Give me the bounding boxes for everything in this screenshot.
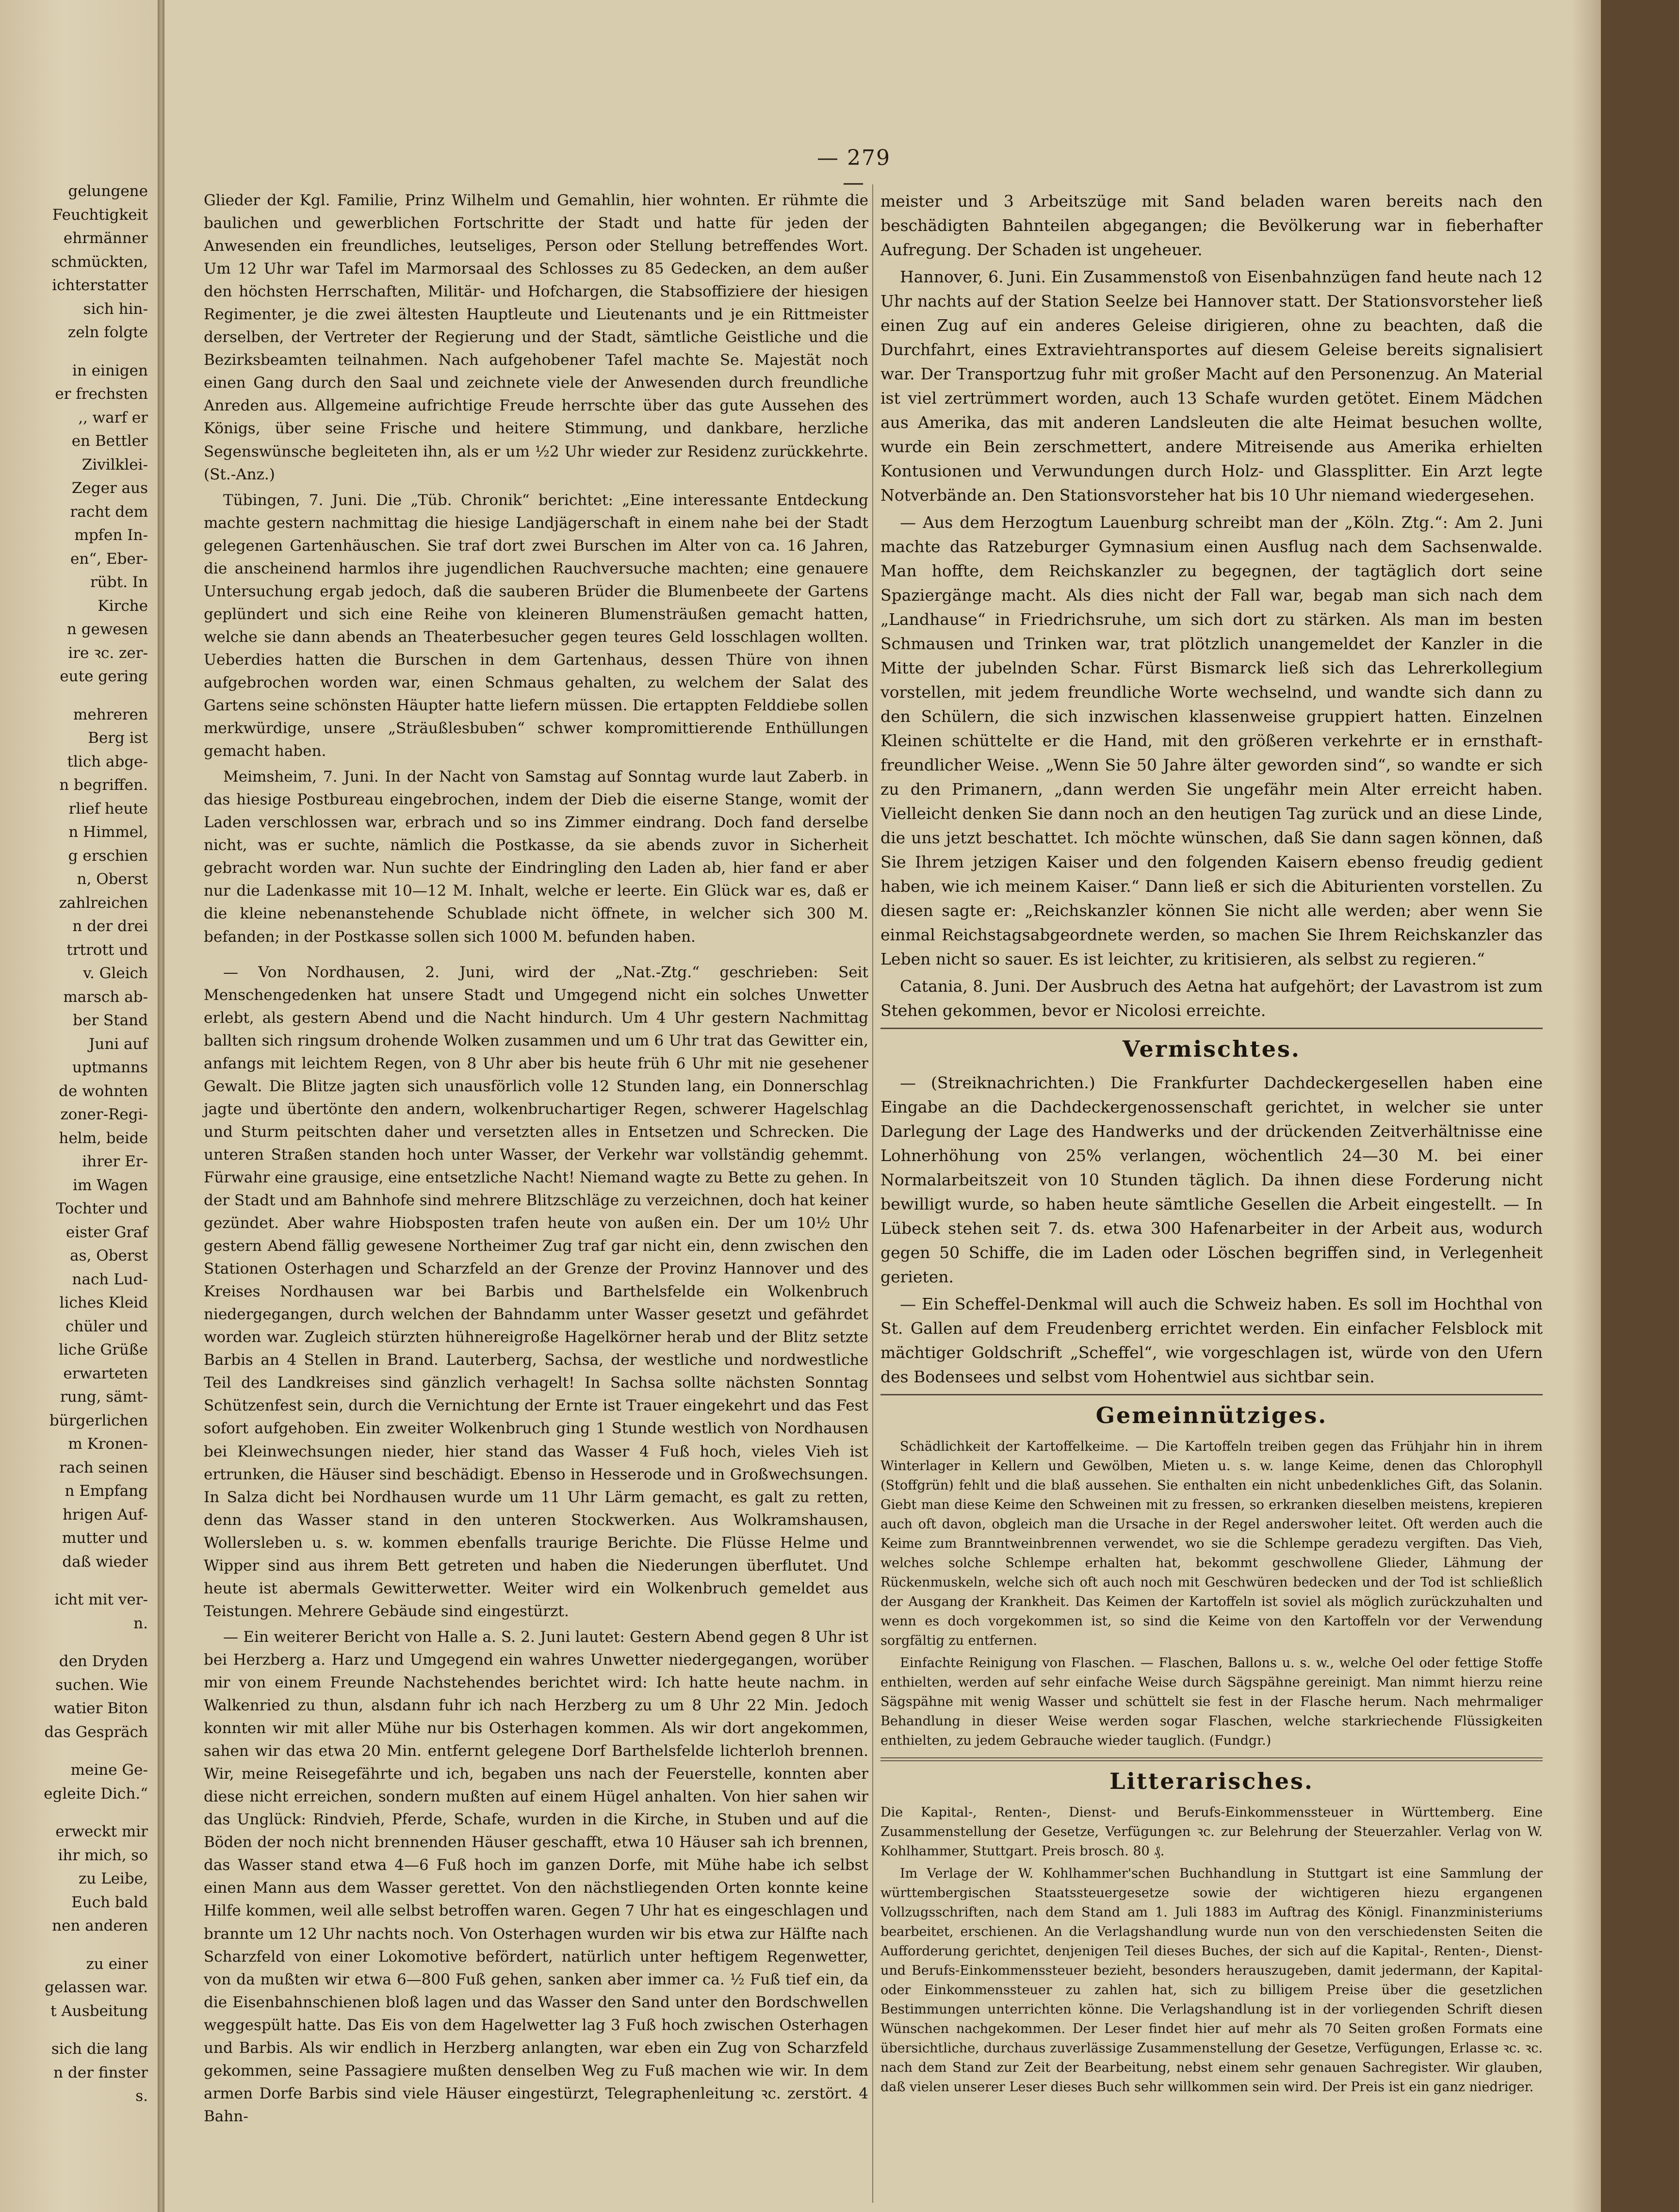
left-fragment-line: marsch ab- bbox=[63, 988, 148, 1006]
book-title-entry: Die Kapital-, Renten-, Dienst- und Berufs-Einkommenssteuer in Württemberg. Eine Zusammenstellung der Gesetze, Verfügungen ꝛc. zur Belehrung der Steuerzahler. Verlag von W. Kohlhammer, Stuttgart. Preis brosch. 80 ₰. bbox=[880, 1805, 1543, 1859]
left-fragment-line: eute gering bbox=[60, 668, 148, 685]
section-divider bbox=[880, 1028, 1543, 1029]
section-heading-gemeinnuetziges: Gemeinnütziges. bbox=[1095, 1402, 1328, 1428]
left-fragment-line: icht mit ver- bbox=[54, 1591, 148, 1608]
left-fragment-line: rung, sämt- bbox=[60, 1388, 148, 1406]
left-fragment-line: sich die lang bbox=[51, 2040, 148, 2058]
left-page-fragment-column bbox=[0, 180, 148, 2108]
article-meimsheim: Meimsheim, 7. Juni. In der Nacht von Samstag auf Sonntag wurde laut Zaberb. in das hiesige Postbureau eingebrochen, indem der Dieb die eiserne Stange, womit der Laden verschlossen war, erbrach und so ins Zimmer eindrang. Doch fand derselbe nicht, was er suchte, nämlich die Postkasse, da sie abends zuvor in Sicherheit gebracht worden war. Nun suchte der Eindringling den Laden ab, hier fand er aber nur die Ladenkasse mit 10—12 M. Inhalt, welche er leerte. Ein Glück war es, daß er die kleine nebenanstehende Schublade nicht öffnete, in welcher sich 300 M. befanden; in der Postkasse sollen sich 1000 M. befunden haben. bbox=[204, 768, 868, 946]
section-divider bbox=[880, 1757, 1543, 1761]
left-fragment-line: m Kronen- bbox=[68, 1435, 148, 1453]
left-fragment-line: hrigen Auf- bbox=[63, 1506, 148, 1524]
left-fragment-line: zoner-Regi- bbox=[60, 1106, 148, 1123]
left-fragment-line: zu einer bbox=[86, 1955, 148, 1973]
article-nordhausen: — Von Nordhausen, 2. Juni, wird der „Nat.-Ztg.“ geschrieben: Seit Menschengedenken hat unsere Stadt und Umgegend nicht ein solches Unwetter erlebt, als gestern Abend und die Nacht hindurch. Um 4 Uhr gestern Nachmittag ballten sich ringsum drohende Wolken zusammen und um 6 Uhr trat das Gewitter ein, anfangs mit leichtem Regen, von 8 Uhr aber bis heute früh 6 Uhr mit nie gesehener Gewalt. Die Blitze jagten sich unausförlich volle 12 Stunden lang, ein Donnerschlag jagte und übertönte den andern, wolkenbruchartiger Regen, schwerer Hagelschlag und Sturm peitschten daher und versetzten alles in Entsetzen und Schrecken. Die unteren Straßen standen hoch unter Wasser, der Verkehr war vollständig gehemmt. Fürwahr eine grausige, eine entsetzliche Nacht! Niemand wagte zu Bette zu gehen. In der Stadt und am Bahnhofe sind mehrere Blitzschläge zu verzeichnen, doch hat keiner gezündet. Aber wahre Hiobsposten trafen heute von außen ein. Der um 10½ Uhr gestern Abend fällig gewesene Northeimer Zug traf gar nicht ein, denn zwischen den Stationen Osterhagen und Scharzfeld an der Grenze der Provinz Hannover und des Kreises Nordhausen war bei Barbis und Barthelsfelde ein Wolkenbruch niedergegangen, durch welchen der Bahndamm unter Wasser gesetzt und gefährdet worden war. Zugleich stürzten hühnereigroße Hagelkörner herab und der Blitz setzte Barbis an 4 Stellen in Brand. Lauterberg, Sachsa, der westliche und nordwestliche Teil des Landkreises sind gänzlich verhagelt! In Sachsa sollte nächsten Sonntag Schützenfest sein, durch die Vernichtung der Ernte ist Trauer eingekehrt und das Fest sofort aufgehoben. Ein zweiter Wolkenbruch ging 1 Stunde westlich von Nordhausen bei Kleinwechsungen nieder, hier stand das Wasser 4 Fuß hoch, vieles Vieh ist ertrunken, die Häuser sind beschädigt. Ebenso in Hesserode und in Großwechsungen. In Salza dicht bei Nordhausen wurde um 11 Uhr Lärm gemacht, es galt zu retten, denn das Wasser stand in den unteren Stockwerken. Aus Wolkramshausen, Wollersleben u. s. w. kommen ebenfalls traurige Berichte. Die Flüsse Helme und Wipper sind aus ihrem Bett getreten und haben die Niederungen überflutet. Und heute ist abermals Gewitterwetter. Weiter wird ein Wolkenbruch gemeldet aus Teistungen. Mehrere Gebäude sind eingestürzt. bbox=[204, 963, 868, 1620]
left-fragment-line: g erschien bbox=[68, 847, 148, 865]
left-fragment-line: mpfen In- bbox=[74, 526, 148, 544]
left-fragment-line: ihrer Er- bbox=[82, 1153, 148, 1170]
book-review: Im Verlage der W. Kohlhammer'schen Buchhandlung in Stuttgart ist eine Sammlung der württembergischen Staatssteuergesetze sowie der wichtigeren hiezu ergangenen Vollzugsschriften, nach dem Stand am 1. Juli 1883 im Auftrag des Königl. Finanzministeriums bearbeitet, erschienen. An die Verlagshandlung wurde nun von den verschiedensten Seiten die Aufforderung gerichtet, denjenigen Teil dieses Buches, der sich auf die Kapital-, Renten-, Dienst- und Berufs-Einkommenssteuer bezieht, besonders herauszugeben, damit jedermann, der Kapital- oder Einkommenssteuer zu zahlen hat, sich zu billigem Preise über die gesetzlichen Bestimmungen unterrichten könne. Die Verlagshandlung ist in der vorliegenden Schrift diesen Wünschen nachgekommen. Der Leser findet hier auf mehr als 70 Seiten großen Formats eine übersichtliche, durchaus zuverlässige Zusammenstellung der Gesetze, Verfügungen, Erlasse ꝛc. ꝛc. nach dem Stand zur Zeit der Bearbeitung, nebst einem sehr genauen Sachregister. Wir glauben, daß vielen unserer Leser dieses Buch sehr willkommen sein wird. Der Preis ist ein ganz niedriger. bbox=[880, 1866, 1543, 2095]
left-fragment-line: de wohnten bbox=[59, 1082, 148, 1100]
left-fragment-line: im Wagen bbox=[73, 1176, 148, 1194]
left-fragment-line: er frechsten bbox=[55, 385, 148, 403]
left-fragment-line: sich hin- bbox=[83, 300, 148, 318]
left-fragment-line: n der drei bbox=[72, 918, 148, 935]
left-fragment-line: ichterstatter bbox=[52, 277, 148, 294]
left-fragment-line: tlich abge- bbox=[67, 753, 148, 770]
left-fragment-line: s. bbox=[135, 2087, 148, 2105]
left-fragment-line: liches Kleid bbox=[59, 1294, 148, 1311]
article-halle: — Ein weiterer Bericht von Halle a. S. 2. Juni lautet: Gestern Abend gegen 8 Uhr ist bei Herzberg a. Harz und Umgegend ein wahres Unwetter niedergegangen, worüber mir von einem Freunde Nachstehendes berichtet wird: Ich hatte heute nachm. in Walkenried zu thun, alsdann fuhr ich nach Herzberg zu um 8 Uhr 22 Min. Jedoch konnten wir mit aller Mühe nur bis Osterhagen kommen. Als wir dort angekommen, sahen wir das etwa 20 Min. entfernt gelegene Dorf Barthelsfelde lichterloh brennen. Wir, meine Reisegefährte und ich, begaben uns nach der Feuerstelle, konnten aber diese nicht erreichen, sondern mußten auf einem Hügel anhalten. Von hier sahen wir das Unglück: Rindvieh, Pferde, Schafe, wurden in die Kirche, in Stuben und auf die Böden der noch nicht brennenden Häuser geschafft, etwa 10 Häuser sah ich brennen, das Wasser stand etwa 4—6 Fuß hoch im ganzen Dorfe, mit Mühe habe ich selbst einen Mann aus dem Wasser gerettet. Von den nächstliegenden Orten konnte keine Hilfe kommen, weil alle selbst betroffen waren. Gegen 7 Uhr hat es eingeschlagen und brannte um 12 Uhr nachts noch. Von Osterhagen wurden wir bis etwa zur Hälfte nach Scharzfeld von einer Lokomotive befördert, natürlich unter heftigem Regenwetter, von da mußten wir etwa 6—800 Fuß gehen, sanken aber immer ca. ½ Fuß tief ein, da die Eisenbahnschienen bloß lagen und das Wasser den Sand unter den Bordschwellen weggespült hatte. Das Eis von dem Hagelwetter lag 3 Fuß hoch zwischen Osterhagen und Barbis. Als wir endlich in Herzberg anlangten, war eben ein Zug von Scharzfeld gekommen, seine Passagiere mußten denselben Weg zu Fuß machen wie wir. In dem armen Dorfe Barbis sind viele Häuser eingestürzt, Telegraphenleitung ꝛc. zerstört. 4 Bahn- bbox=[204, 1628, 868, 2125]
left-fragment-line: eister Graf bbox=[65, 1223, 148, 1241]
left-fragment-line: n, Oberst bbox=[77, 870, 148, 888]
right-column bbox=[880, 189, 1543, 2100]
left-fragment-line: Feuchtigkeit bbox=[52, 206, 148, 224]
left-fragment-line: en Bettler bbox=[71, 432, 148, 450]
left-fragment-line: en“, Eber- bbox=[70, 550, 148, 568]
left-fragment-line: Zeger aus bbox=[71, 479, 148, 497]
left-fragment-line: Tochter und bbox=[56, 1200, 148, 1217]
left-fragment-line: rach seinen bbox=[59, 1458, 148, 1476]
section-divider bbox=[880, 1394, 1543, 1395]
left-fragment-line: n Himmel, bbox=[68, 823, 148, 841]
left-fragment-line: den Dryden bbox=[59, 1653, 148, 1670]
left-fragment-line: v. Gleich bbox=[83, 965, 148, 982]
left-fragment-line: chüler und bbox=[65, 1317, 148, 1335]
article-kartoffelkeime: Schädlichkeit der Kartoffelkeime. — Die Kartoffeln treiben gegen das Frühjahr hin in ihrem Winterlager in Kellern und Gewölben, Mieten u. s. w. lange Keime, denen das Chlorophyll (Stoffgrün) fehlt und die blaß aussehen. Sie enthalten ein nicht unbedenkliches Gift, das Solanin. Giebt man diese Keime den Schweinen mit zu fressen, so erkranken dieselben meistens, krepieren auch oft davon, obgleich man die Ursache in der Regel anderswoher leitet. Oft werden auch die Keime zum Branntweinbrennen verwendet, wo sie die Schlempe geradezu vergiften. Das Vieh, welches solche Schlempe erhalten hat, bekommt geschwollene Glieder, Lähmung der Rückenmuskeln, welche sich oft auch noch mit Geschwüren bedecken und der Tod ist schließlich der Ausgang der Krankheit. Das Keimen der Kartoffeln ist soviel als möglich zurückzuhalten und wenn es doch vorgekommen ist, so sind die Keime von den Kartoffeln vor der Verwendung sorgfältig zu entfernen. bbox=[880, 1439, 1543, 1648]
left-fragment-line: gelassen war. bbox=[45, 1979, 148, 1996]
left-fragment-line: ‚, warf er bbox=[78, 409, 148, 426]
left-fragment-line: uptmanns bbox=[72, 1059, 148, 1076]
left-fragment-line: ber Stand bbox=[73, 1012, 148, 1029]
left-fragment-line: suchen. Wie bbox=[55, 1676, 148, 1694]
article-tuebingen: Tübingen, 7. Juni. Die „Tüb. Chronik“ berichtet: „Eine interessante Entdeckung machte gestern nachmittag die hiesige Landjägerschaft in einem nahe bei der Stadt gelegenen Gartenhäuschen. Sie traf dort zwei Burschen im Alter von ca. 16 Jahren, die anscheinend harmlos ihre jugendlichen Rauchversuche machten; eine genauere Untersuchung ergab jedoch, daß die sauberen Brüder die Blumenbeete der Gartens geplündert und sich eine Reihe von kleineren Blumensträußen gemacht hatten, welche sie dann abends an Theaterbesucher gegen teures Geld losschlagen wollten. Ueberdies hatten die Burschen in dem Gartenhaus, dessen Thüre von ihnen aufgebrochen worden war, einen Schmaus gehalten, zu welchem der Salat des Gartens seine schönsten Häupter hatte liefern müssen. Die ertappten Felddiebe sollen merkwürdige, unsere „Sträußlesbuben“ schwer kompromittierende Enthüllungen gemacht haben. bbox=[204, 491, 868, 760]
left-fragment-line: ihr mich, so bbox=[58, 1846, 148, 1864]
section-heading-vermischtes: Vermischtes. bbox=[1123, 1036, 1301, 1062]
left-fragment-line: n. bbox=[133, 1614, 148, 1632]
column-rule bbox=[872, 184, 873, 2203]
left-fragment-line: das Gespräch bbox=[44, 1723, 148, 1741]
left-fragment-line: ehrmänner bbox=[63, 229, 148, 247]
page-number: — 279 — bbox=[817, 146, 891, 195]
article-flaschen: Einfachte Reinigung von Flaschen. — Flaschen, Ballons u. s. w., welche Oel oder fettige Stoffe enthielten, werden auf sehr einfache Weise durch Sägspähne gereinigt. Man nimmt hierzu reine Sägspähne mit wenig Wasser und schüttelt sie fest in der Flasche herum. Nach mehrmaliger Behandlung in dieser Weise werden sogar Flaschen, welche starkriechende Flüssigkeiten enthielten, zu jedem Gebrauche wieder tauglich. (Fundgr.) bbox=[880, 1655, 1543, 1748]
left-fragment-line: zeln folgte bbox=[67, 324, 148, 341]
left-fragment-line: rübt. In bbox=[90, 573, 148, 591]
left-fragment-line: helm, beide bbox=[59, 1129, 148, 1147]
left-fragment-line: Juni auf bbox=[88, 1035, 148, 1053]
left-fragment-line: gelungene bbox=[68, 182, 148, 200]
left-fragment-line: n Empfang bbox=[65, 1482, 148, 1500]
left-fragment-line: schmückten, bbox=[51, 253, 148, 271]
left-fragment-line: Berg ist bbox=[88, 729, 148, 747]
article-streik: — (Streiknachrichten.) Die Frankfurter Dachdeckergesellen haben eine Eingabe an die Dachdeckergenossenschaft gerichtet, in welcher sie unter Darlegung der Lage des Handwerks und der drückenden Zeitverhältnisse eine Lohnerhöhung von 25% verlangen, wöchentlich 24—30 M. bei einer Normalarbeitszeit von 10 Stunden täglich. Da ihnen diese Forderung nicht bewilligt wurde, so haben heute sämtliche Gesellen die Arbeit eingestellt. — In Lübeck stehen seit 7. ds. etwa 300 Hafenarbeiter in der Arbeit aus, wodurch gegen 50 Schiffe, die im Laden oder Löschen begriffen sind, in Verlegenheit gerieten. bbox=[880, 1073, 1543, 1286]
left-fragment-line: egleite Dich.“ bbox=[44, 1785, 148, 1802]
left-fragment-line: erweckt mir bbox=[55, 1823, 148, 1840]
article-scheffel: — Ein Scheffel-Denkmal will auch die Schweiz haben. Es soll im Hochthal von St. Gallen auf dem Freudenberg errichtet werden. Ein einfacher Felsblock mit mächtiger Goldschrift „Scheffel“, wie vorgeschlagen ist, würde von den Ufern des Bodensees und selbst vom Hohentwiel aus sichtbar sein. bbox=[880, 1294, 1543, 1386]
left-fragment-line: erwarteten bbox=[63, 1364, 148, 1382]
left-fragment-line: in einigen bbox=[72, 361, 148, 379]
left-fragment-line: ire ꝛc. zer- bbox=[68, 644, 148, 662]
left-fragment-line: Kirche bbox=[98, 597, 148, 615]
left-fragment-line: watier Biton bbox=[53, 1700, 148, 1717]
left-fragment-line: nen anderen bbox=[52, 1917, 148, 1934]
left-fragment-line: rlief heute bbox=[68, 800, 148, 818]
section-heading-litterarisches: Litterarisches. bbox=[1109, 1768, 1314, 1794]
left-fragment-line: daß wieder bbox=[62, 1553, 148, 1571]
left-fragment-line: zu Leibe, bbox=[78, 1870, 148, 1887]
left-fragment-line: mehreren bbox=[73, 705, 148, 723]
left-fragment-line: nach Lud- bbox=[72, 1270, 148, 1288]
page-gutter bbox=[158, 0, 164, 2212]
left-fragment-line: racht dem bbox=[70, 503, 148, 521]
article-lauenburg: — Aus dem Herzogtum Lauenburg schreibt man der „Köln. Ztg.“: Am 2. Juni machte das Ratzeburger Gymnasium einen Ausflug nach dem Sachsenwalde. Man hoffte, dem Reichskanzler zu begegnen, der tagtäglich dort seine Spaziergänge macht. Als dies nicht der Fall war, begab man sich nach dem „Landhause“ in Friedrichsruhe, um sich dort zu stärken. Als man im besten Schmausen und Trinken war, trat plötzlich unangemeldet der Kanzler in die Mitte der jubelnden Schar. Fürst Bismarck ließ sich das Lehrerkollegium vorstellen, mit jedem freundliche Worte wechselnd, und wandte sich dann zu den Schülern, die sich inzwischen klassenweise gruppiert hatten. Einzelnen Kleinen schüttelte er die Hand, mit den größeren verkehrte er in ernsthaft-freundlicher Weise. „Wenn Sie 50 Jahre älter geworden sind“, so wandte er sich zu den Primanern, „dann werden Sie ungefähr mein Alter erreicht haben. Vielleicht denken Sie dann noch an den heutigen Tag zurück und an diese Linde, die uns jetzt beschattet. Ich möchte wünschen, daß Sie dann sagen können, daß Sie Ihrem jetzigen Kaiser und den folgenden Kaisern ebenso freudig gedient haben, wie ich meinem Kaiser.“ Dann ließ er sich die Abiturienten vorstellen. Zu diesen sagte er: „Reichskanzler können Sie nicht alle werden; aber wenn Sie einmal Reichstagsabgeordnete werden, so machen Sie Ihrem Reichskanzler das Leben nicht so sauer. Es ist leichter, zu kritisieren, als selbst zu regieren.“ bbox=[880, 513, 1543, 968]
left-fragment-line: trtrott und bbox=[66, 941, 148, 959]
article-royal-visit: Glieder der Kgl. Familie, Prinz Wilhelm und Gemahlin, hier wohnten. Er rühmte die baulichen und gewerblichen Fortschritte der Stadt und hatte für jeden der Anwesenden ein freundliches, leutseliges, Person oder Stellung betreffendes Wort. Um 12 Uhr war Tafel im Marmorsaal des Schlosses zu 85 Gedecken, an dem außer den höchsten Herrschaften, Militär- und Hofchargen, die Stabsoffiziere der hiesigen Regimenter, je die zwei ältesten Hauptleute und Lieutenants und je ein Rittmeister derselben, der Vertreter der Regierung und der Stadt, sämtliche Geistliche und die Bezirksbeamten teilnahmen. Nach aufgehobener Tafel machte Se. Majestät noch einen Gang durch den Saal und zeichnete viele der Anwesenden durch freundliche Anreden aus. Allgemeine aufrichtige Freude herrschte über das gute Aussehen des Königs, über seine Frische und heitere Stimmung, und dankbare, herzliche Segenswünsche begleiteten ihn, als er um ½2 Uhr wieder zur Residenz zurückkehrte. (St.-Anz.) bbox=[204, 192, 868, 483]
left-fragment-line: Zivilklei- bbox=[82, 456, 148, 474]
left-fragment-line: t Ausbeitung bbox=[50, 2002, 148, 2020]
left-fragment-line: liche Grüße bbox=[59, 1341, 148, 1359]
article-continued: meister und 3 Arbeitszüge mit Sand beladen waren bereits nach den beschädigten Bahnteilen abgegangen; die Bevölkerung war in fieberhafter Aufregung. Der Schaden ist ungeheuer. bbox=[880, 192, 1543, 259]
left-fragment-line: as, Oberst bbox=[70, 1247, 148, 1264]
middle-column bbox=[204, 189, 868, 2131]
left-fragment-line: n begriffen. bbox=[59, 776, 148, 794]
left-fragment-line: meine Ge- bbox=[70, 1761, 148, 1779]
left-fragment-line: mutter und bbox=[62, 1529, 148, 1547]
left-fragment-line: n der finster bbox=[53, 2064, 148, 2081]
left-fragment-line: Euch bald bbox=[71, 1893, 148, 1911]
article-catania: Catania, 8. Juni. Der Ausbruch des Aetna hat aufgehört; der Lavastrom ist zum Stehen gekommen, bevor er Nicolosi erreichte. bbox=[880, 977, 1543, 1020]
left-fragment-line: bürgerlichen bbox=[49, 1411, 148, 1429]
left-fragment-line: zahlreichen bbox=[59, 894, 148, 912]
left-fragment-line: n gewesen bbox=[66, 621, 148, 638]
article-hannover: Hannover, 6. Juni. Ein Zusammenstoß von Eisenbahnzügen fand heute nach 12 Uhr nachts auf der Station Seelze bei Hannover statt. Der Stationsvorsteher ließ einen Zug auf ein anderes Geleise dirigieren, ohne zu beachten, daß die Durchfahrt, eines Extraviehtransportes auf diesem Geleise bereits signalisiert war. Der Transportzug fuhr mit großer Macht auf den Personenzug. An Material ist viel zertrümmert worden, auch 13 Schafe wurden getötet. Einem Mädchen aus Amerika, das mit anderen Landsleuten die alte Heimat besuchen wollte, wurde ein Bein zerschmettert, andere Mitreisende aus Amerika erhielten Kontusionen und Verwundungen durch Holz- und Glassplitter. Ein Arzt legte Notverbände an. Den Stationsvorsteher hat bis 10 Uhr niemand wiedergesehen. bbox=[880, 267, 1543, 505]
